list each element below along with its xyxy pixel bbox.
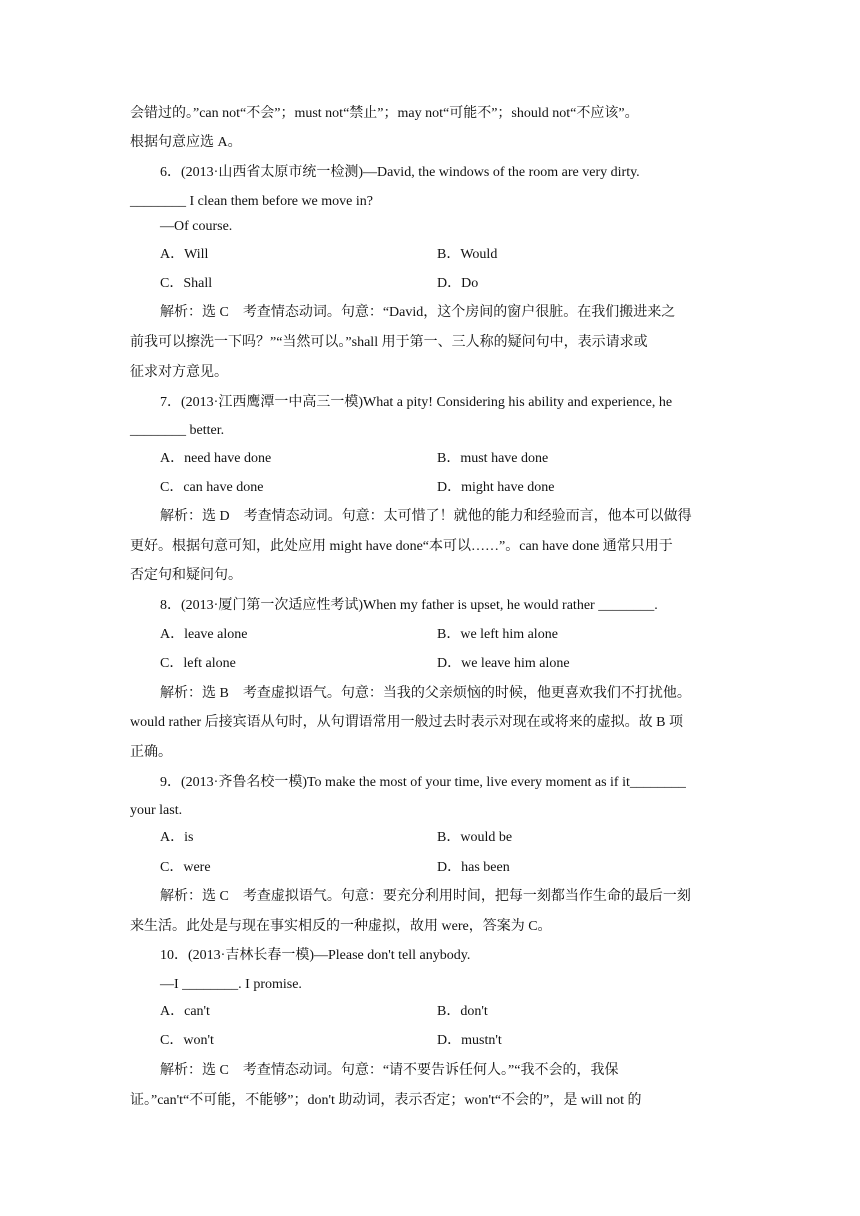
analysis-line: 解析：选 C 考查虚拟语气。句意：要充分利用时间，把每一刻都当作生命的最后一刻 (160, 889, 691, 904)
analysis-line: 解析：选 B 考查虚拟语气。句意：当我的父亲烦恼的时候，他更喜欢我们不打扰他。 (160, 686, 691, 701)
option-c: C．were (160, 860, 211, 875)
analysis-line: 解析：选 D 考查情态动词。句意：太可惜了！就他的能力和经验而言，他本可以做得 (160, 509, 692, 524)
option-c: C．can have done (160, 480, 264, 495)
question-stem: 7．(2013·江西鹰潭一中高三一模)What a pity! Considering his ability and experience, he (160, 395, 673, 410)
option-b: B．Would (437, 247, 498, 262)
analysis-line: 否定句和疑问句。 (130, 568, 242, 583)
analysis-line: 正确。 (130, 745, 172, 760)
question-stem: ________ I clean them before we move in? (130, 194, 373, 209)
analysis-line: 证。”can't“不可能，不能够”；don't 助动词，表示否定；won't“不会的”，是 will not 的 (130, 1093, 642, 1108)
question-stem: your last. (130, 803, 183, 818)
option-d: D．Do (437, 276, 479, 291)
question-stem: 9．(2013·齐鲁名校一模)To make the most of your time, live every moment as if it________ (160, 775, 686, 790)
option-b: B．don't (437, 1004, 488, 1019)
question-stem: —I ________. I promise. (160, 977, 302, 992)
question-stem: ________ better. (130, 423, 225, 438)
question-stem: —Of course. (160, 219, 233, 234)
analysis-line: 更好。根据句意可知，此处应用 might have done“本可以……”。can have done 通常只用于 (130, 539, 673, 554)
option-c: C．left alone (160, 656, 236, 671)
analysis-line: 前我可以擦洗一下吗？”“当然可以。”shall 用于第一、三人称的疑问句中，表示请求或 (130, 335, 648, 350)
option-a: A．need have done (160, 451, 272, 466)
option-b: B．we left him alone (437, 627, 558, 642)
analysis-line: 解析：选 C 考查情态动词。句意：“请不要告诉任何人。”“我不会的，我保 (160, 1063, 619, 1078)
question-stem: 8．(2013·厦门第一次适应性考试)When my father is upset, he would rather ________. (160, 598, 658, 613)
option-d: D．we leave him alone (437, 656, 570, 671)
option-d: D．has been (437, 860, 510, 875)
option-b: B．would be (437, 830, 513, 845)
analysis-line: would rather 后接宾语从句时，从句谓语常用一般过去时表示对现在或将来的虚拟。故 B 项 (130, 715, 683, 730)
option-a: A．is (160, 830, 194, 845)
option-a: A．leave alone (160, 627, 248, 642)
option-c: C．Shall (160, 276, 213, 291)
question-stem: 10．(2013·吉林长春一模)—Please don't tell anybody. (160, 948, 471, 963)
option-a: A．Will (160, 247, 209, 262)
analysis-line: 来生活。此处是与现在事实相反的一种虚拟，故用 were，答案为 C。 (130, 919, 552, 934)
question-stem: 6．(2013·山西省太原市统一检测)—David, the windows of the room are very dirty. (160, 165, 640, 180)
option-a: A．can't (160, 1004, 210, 1019)
prev-analysis-line: 根据句意应选 A。 (130, 135, 242, 150)
prev-analysis-line: 会错过的。”can not“不会”；must not“禁止”；may not“可能不”；should not“不应该”。 (130, 106, 639, 121)
analysis-line: 征求对方意见。 (130, 365, 228, 380)
option-d: D．might have done (437, 480, 555, 495)
option-c: C．won't (160, 1033, 214, 1048)
analysis-line: 解析：选 C 考查情态动词。句意：“David，这个房间的窗户很脏。在我们搬进来之 (160, 305, 676, 320)
option-b: B．must have done (437, 451, 549, 466)
option-d: D．mustn't (437, 1033, 502, 1048)
